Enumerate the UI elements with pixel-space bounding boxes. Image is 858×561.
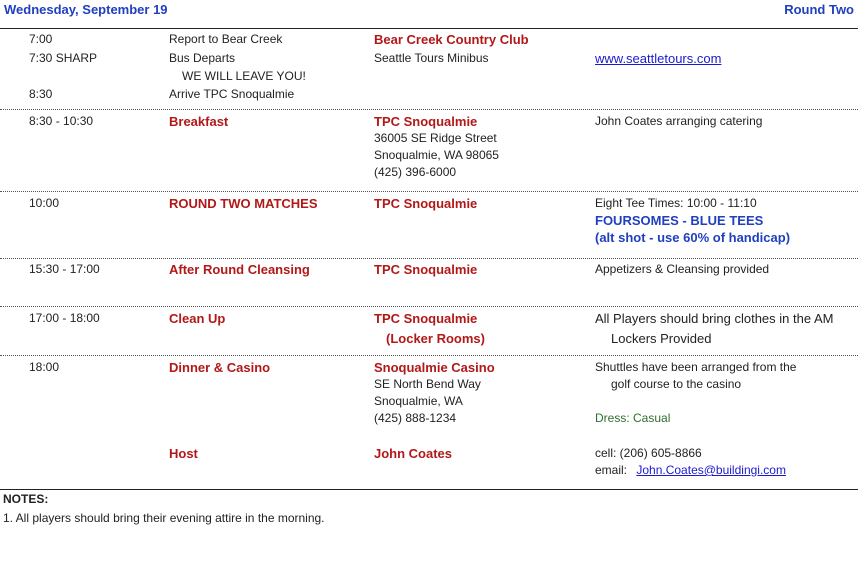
location-tpc: TPC Snoqualmie — [374, 114, 478, 129]
event-cleansing: After Round Cleansing — [169, 262, 310, 277]
email-label: email: — [595, 463, 628, 477]
note-lockers: Lockers Provided — [611, 331, 712, 346]
notes-title: NOTES: — [3, 492, 49, 506]
note-catering: John Coates arranging catering — [595, 114, 763, 128]
round-header: Round Two — [784, 2, 854, 17]
time-18-00: 18:00 — [29, 360, 60, 374]
event-round-two: ROUND TWO MATCHES — [169, 196, 318, 211]
location-bear-creek: Bear Creek Country Club — [374, 32, 529, 47]
casino-address2: Snoqualmie, WA — [374, 394, 463, 408]
event-clean-up: Clean Up — [169, 311, 226, 326]
dress-code: Dress: Casual — [595, 411, 671, 425]
notes-item-1: 1. All players should bring their evening attire in the morning. — [3, 511, 325, 525]
activity-bus-departs: Bus Departs — [169, 51, 236, 65]
time-breakfast: 8:30 - 10:30 — [29, 114, 94, 128]
row-divider — [0, 258, 858, 259]
phone-tpc: (425) 396-6000 — [374, 165, 457, 179]
header-divider — [0, 28, 858, 29]
row-divider — [0, 191, 858, 192]
row-divider — [0, 355, 858, 356]
time-17-00: 17:00 - 18:00 — [29, 311, 100, 325]
note-alt-shot: (alt shot - use 60% of handicap) — [595, 230, 791, 245]
address-line2: Snoqualmie, WA 98065 — [374, 148, 499, 162]
time-7-30: 7:30 SHARP — [29, 51, 98, 65]
note-clothes: All Players should bring clothes in the AM — [595, 311, 834, 326]
host-name: John Coates — [374, 446, 453, 461]
host-cell: cell: (206) 605-8866 — [595, 446, 702, 460]
location-tpc: TPC Snoqualmie — [374, 196, 478, 211]
casino-phone: (425) 888-1234 — [374, 411, 457, 425]
activity-report: Report to Bear Creek — [169, 32, 283, 46]
date-header: Wednesday, September 19 — [4, 2, 168, 17]
note-foursomes: FOURSOMES - BLUE TEES — [595, 213, 764, 228]
time-10-00: 10:00 — [29, 196, 60, 210]
time-7-00: 7:00 — [29, 32, 53, 46]
note-tee-times: Eight Tee Times: 10:00 - 11:10 — [595, 196, 757, 210]
row-divider — [0, 109, 858, 110]
event-breakfast: Breakfast — [169, 114, 229, 129]
activity-arrive: Arrive TPC Snoqualmie — [169, 87, 295, 101]
note-golf-course: golf course to the casino — [611, 377, 742, 391]
location-casino: Snoqualmie Casino — [374, 360, 495, 375]
note-shuttles: Shuttles have been arranged from the — [595, 360, 797, 374]
note-appetizers: Appetizers & Cleansing provided — [595, 262, 770, 276]
host-email — [595, 463, 786, 478]
location-tpc: TPC Snoqualmie — [374, 262, 478, 277]
time-8-30: 8:30 — [29, 87, 53, 101]
warning-text: WE WILL LEAVE YOU! — [182, 69, 306, 83]
address-line1: 36005 SE Ridge Street — [374, 131, 497, 145]
location-locker-rooms: (Locker Rooms) — [386, 331, 485, 346]
location-tpc: TPC Snoqualmie — [374, 311, 478, 326]
host-label: Host — [169, 446, 198, 461]
email-link[interactable]: John.Coates@buildingi.com — [636, 463, 786, 477]
seattletours-link[interactable]: www.seattletours.com — [595, 51, 722, 66]
notes-divider — [0, 489, 858, 490]
casino-address1: SE North Bend Way — [374, 377, 481, 391]
location-minibus: Seattle Tours Minibus — [374, 51, 489, 65]
row-divider — [0, 306, 858, 307]
event-dinner-casino: Dinner & Casino — [169, 360, 271, 375]
time-15-30: 15:30 - 17:00 — [29, 262, 100, 276]
